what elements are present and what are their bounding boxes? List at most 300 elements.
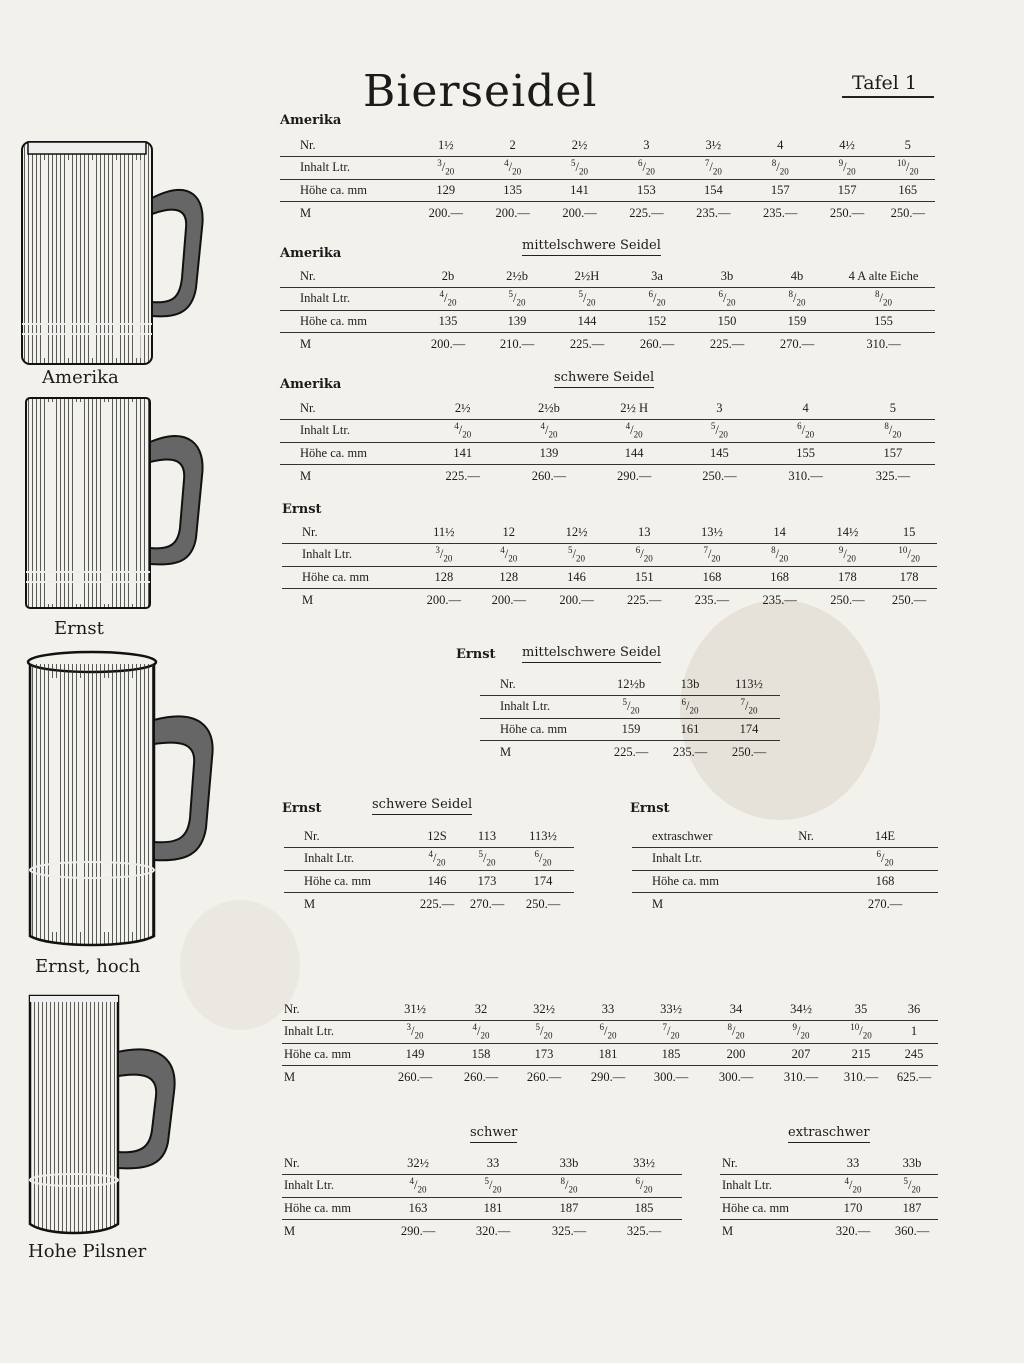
table-cell: 4 A alte Eiche — [848, 268, 919, 283]
table-cell: 260.— — [639, 336, 675, 351]
table-cell: 181 — [598, 1046, 618, 1061]
hohe-pilsner-label: Hohe Pilsner — [28, 1241, 147, 1262]
table-row — [282, 544, 937, 567]
amerika-mug-illustration — [16, 138, 216, 373]
row-label: Inhalt Ltr. — [500, 699, 550, 714]
table-cell: 187 — [902, 1200, 922, 1215]
section-caption: mittelschwere Seidel — [522, 238, 661, 256]
table-cell — [780, 848, 832, 871]
row-label: Inhalt Ltr. — [284, 1178, 334, 1193]
section-label: Amerika — [280, 377, 342, 392]
table-cell: 113½ — [529, 828, 557, 843]
table-cell: 235.— — [696, 205, 731, 220]
table-cell: 157 — [770, 182, 790, 197]
table-cell: 170 — [843, 1200, 863, 1215]
table-row — [284, 848, 574, 871]
table-cell — [780, 893, 832, 916]
table-cell: 200.— — [428, 205, 463, 220]
table-cell: 320.— — [835, 1223, 871, 1238]
table-cell: 159 — [787, 313, 807, 328]
table-cell: 150 — [717, 313, 737, 328]
table-cell: 185 — [661, 1046, 681, 1061]
row-label: Nr. — [300, 137, 316, 152]
table-cell: $^5/_{20}$ — [903, 1176, 921, 1196]
plate-number: Tafel 1 — [852, 72, 918, 94]
table-cell: 3 — [643, 137, 650, 152]
table-cell: 325.— — [551, 1223, 587, 1238]
table-cell: $^6/_{20}$ — [635, 545, 653, 565]
table-cell: 157 — [837, 182, 857, 197]
table-cell: 3½ — [705, 137, 722, 152]
table-cell: $^8/_{20}$ — [884, 421, 902, 441]
row-label: Inhalt Ltr. — [722, 1178, 772, 1193]
table-cell: 225.— — [419, 896, 455, 911]
row-label: Nr. — [500, 676, 516, 691]
table-cell: 154 — [703, 182, 723, 197]
table-cell: 260.— — [463, 1069, 499, 1084]
table-row — [282, 1043, 938, 1066]
table-cell: 2½b — [506, 268, 528, 283]
table-cell: 113½ — [735, 676, 763, 691]
table-cell: 4½ — [839, 137, 855, 152]
row-label: M — [722, 1223, 734, 1238]
section-caption: extraschwer — [652, 828, 713, 843]
row-label: Höhe ca. mm — [500, 721, 567, 736]
table-cell: $^{10}/_{20}$ — [897, 158, 919, 178]
row-label: Höhe ca. mm — [300, 445, 367, 460]
table-row — [282, 566, 937, 589]
table-cell: 625.— — [896, 1069, 932, 1084]
table-cell: 200.— — [495, 205, 530, 220]
table-cell: 135 — [503, 182, 523, 197]
table-cell: 200.— — [491, 592, 526, 607]
row-label: M — [300, 468, 312, 483]
table-row — [280, 265, 935, 288]
table-cell: 187 — [559, 1200, 579, 1215]
table-cell: 11½ — [433, 524, 455, 539]
table-cell: 113 — [477, 828, 497, 843]
plate-underline — [842, 96, 934, 98]
table-cell: $^7/_{20}$ — [740, 697, 758, 717]
table-cell: $^4/_{20}$ — [454, 421, 472, 441]
spec-table — [480, 673, 780, 763]
table-cell: 5 — [904, 137, 911, 152]
table-cell: 168 — [875, 873, 895, 888]
table-cell: $^6/_{20}$ — [648, 289, 666, 309]
table-cell: 300.— — [653, 1069, 689, 1084]
table-cell: $^6/_{20}$ — [718, 289, 736, 309]
table-cell: 310.— — [843, 1069, 879, 1084]
table-cell: 149 — [405, 1046, 425, 1061]
row-label: M — [652, 896, 664, 911]
section-label: Amerika — [280, 246, 342, 261]
table-cell: 155 — [796, 445, 815, 460]
table-cell: 235.— — [694, 592, 730, 607]
table-cell: 2 — [509, 137, 516, 152]
table-cell: 128 — [499, 569, 519, 584]
table-cell: 14½ — [836, 524, 859, 539]
row-label: Inhalt Ltr. — [284, 1024, 334, 1039]
table-cell: Nr. — [798, 828, 814, 843]
row-label: Nr. — [300, 268, 316, 283]
table-cell: $^6/_{20}$ — [876, 849, 894, 869]
table-cell: 2½ H — [620, 400, 649, 415]
table-row — [720, 1152, 938, 1175]
row-label: Höhe ca. mm — [284, 1046, 351, 1061]
table-cell: 235.— — [763, 205, 798, 220]
table-cell: 2½ — [454, 400, 471, 415]
table-cell: $^6/_{20}$ — [599, 1022, 617, 1042]
table-cell: 33 — [846, 1155, 860, 1170]
table-cell: $^3/_{20}$ — [435, 545, 453, 565]
row-label: Nr. — [302, 524, 318, 539]
table-cell: 173 — [534, 1046, 554, 1061]
table-cell: 200.— — [430, 336, 466, 351]
table-cell: 290.— — [590, 1069, 626, 1084]
row-label: Nr. — [300, 400, 316, 415]
table-cell: 250.— — [829, 205, 865, 220]
table-cell: 2½H — [574, 268, 600, 283]
table-cell: $^9/_{20}$ — [838, 158, 856, 178]
row-label: Inhalt Ltr. — [304, 851, 354, 866]
table-cell: $^5/_{20}$ — [535, 1022, 553, 1042]
ernst-hoch-mug-illustration — [20, 648, 216, 952]
row-label: M — [284, 1069, 296, 1084]
spec-table — [280, 134, 935, 224]
row-label: Höhe ca. mm — [302, 569, 369, 584]
table-cell: $^5/_{20}$ — [622, 697, 640, 717]
table-cell: 13½ — [701, 524, 723, 539]
table-cell: 31½ — [404, 1001, 426, 1016]
table-cell: 33 — [601, 1001, 615, 1016]
table-cell: 225.— — [629, 205, 664, 220]
row-label: Inhalt Ltr. — [300, 291, 350, 306]
table-row — [282, 998, 938, 1021]
table-row — [720, 1175, 938, 1198]
table-cell: 13 — [637, 524, 651, 539]
table-cell: $^6/_{20}$ — [637, 158, 655, 178]
table-cell: 225.— — [613, 744, 649, 759]
row-label: Nr. — [304, 828, 320, 843]
table-cell: 178 — [838, 569, 857, 584]
table-cell: $^4/_{20}$ — [844, 1176, 862, 1196]
table-row — [280, 179, 935, 202]
row-label: Nr. — [722, 1155, 738, 1170]
table-cell: $^3/_{20}$ — [437, 158, 455, 178]
table-cell: 33 — [486, 1155, 500, 1170]
table-cell: 4b — [790, 268, 804, 283]
table-row — [280, 420, 935, 443]
table-cell: 128 — [434, 569, 454, 584]
table-row — [632, 870, 938, 893]
table-cell: 168 — [770, 569, 790, 584]
table-row — [282, 1197, 682, 1220]
table-cell: 13b — [680, 676, 700, 691]
table-cell: $^4/_{20}$ — [540, 421, 558, 441]
table-cell: $^5/_{20}$ — [478, 849, 496, 869]
table-row — [280, 465, 935, 488]
table-cell: 181 — [483, 1200, 503, 1215]
row-label: Höhe ca. mm — [300, 182, 367, 197]
table-row — [282, 521, 937, 544]
row-label: M — [300, 336, 312, 351]
table-cell: 210.— — [499, 336, 535, 351]
table-cell: 260.— — [531, 468, 567, 483]
table-cell: 270.— — [469, 896, 505, 911]
row-label: Nr. — [284, 1001, 300, 1016]
table-row — [720, 1197, 938, 1220]
table-cell: $^6/_{20}$ — [635, 1176, 653, 1196]
table-cell: $^4/_{20}$ — [500, 545, 518, 565]
table-row — [280, 202, 935, 225]
table-cell: $^6/_{20}$ — [797, 421, 815, 441]
table-cell: 2b — [441, 268, 455, 283]
section-caption: schwere Seidel — [372, 797, 472, 815]
table-cell: 146 — [427, 873, 447, 888]
row-label: Inhalt Ltr. — [300, 160, 350, 175]
table-cell: 32½ — [407, 1155, 429, 1170]
row-label: Nr. — [284, 1155, 300, 1170]
ernst-label: Ernst — [54, 618, 104, 639]
table-cell: 290.— — [616, 468, 652, 483]
table-cell: 4 — [777, 137, 784, 152]
table-cell: 215 — [851, 1046, 871, 1061]
table-cell: 33½ — [633, 1155, 655, 1170]
section-label: Ernst — [282, 502, 322, 517]
table-row — [282, 1152, 682, 1175]
table-row — [282, 589, 937, 612]
table-cell: 200 — [726, 1046, 746, 1061]
row-label: Inhalt Ltr. — [300, 423, 350, 438]
table-cell — [780, 870, 832, 893]
table-cell: 135 — [438, 313, 458, 328]
table-cell: $^4/_{20}$ — [409, 1176, 427, 1196]
table-cell: $^4/_{20}$ — [504, 158, 522, 178]
table-cell: 260.— — [397, 1069, 433, 1084]
spec-table — [284, 825, 574, 915]
table-cell: 225.— — [627, 592, 662, 607]
table-cell: $^8/_{20}$ — [771, 545, 789, 565]
table-cell: $^7/_{20}$ — [704, 158, 722, 178]
table-cell: 5 — [889, 400, 897, 415]
table-row — [284, 825, 574, 848]
page-title: Bierseidel — [363, 66, 598, 117]
table-row — [280, 288, 935, 311]
table-cell: 225.— — [445, 468, 480, 483]
table-row — [282, 1021, 938, 1044]
table-row — [480, 741, 780, 764]
table-cell: 1½ — [437, 137, 454, 152]
table-row — [632, 848, 938, 871]
table-cell: $^8/_{20}$ — [771, 158, 789, 178]
row-label: Inhalt Ltr. — [302, 547, 352, 562]
table-cell: 33b — [559, 1155, 579, 1170]
table-cell: $^5/_{20}$ — [568, 545, 585, 565]
table-row — [280, 157, 935, 180]
row-label: M — [284, 1223, 296, 1238]
table-cell: 12S — [427, 828, 447, 843]
table-cell: 174 — [533, 873, 553, 888]
table-cell: 165 — [898, 182, 918, 197]
table-cell: $^4/_{20}$ — [428, 849, 446, 869]
table-cell: 32½ — [533, 1001, 555, 1016]
table-cell: $^5/_{20}$ — [578, 289, 596, 309]
table-cell: 310.— — [783, 1069, 819, 1084]
table-cell: 35 — [854, 1001, 868, 1016]
table-cell: 168 — [702, 569, 722, 584]
table-row — [480, 673, 780, 696]
table-cell: 144 — [577, 313, 597, 328]
table-cell: 245 — [904, 1046, 924, 1061]
table-row — [280, 310, 935, 333]
row-label: M — [302, 592, 314, 607]
spec-table — [720, 1152, 938, 1242]
table-cell: 3a — [651, 268, 663, 283]
table-cell: 129 — [436, 182, 456, 197]
table-cell: 200.— — [426, 592, 462, 607]
table-cell: 161 — [680, 721, 700, 736]
row-label: Höhe ca. mm — [284, 1200, 351, 1215]
table-row — [280, 442, 935, 465]
table-cell: 3 — [716, 400, 723, 415]
table-cell: 250.— — [830, 592, 865, 607]
table-cell: 15 — [902, 524, 916, 539]
table-cell: $^8/_{20}$ — [875, 289, 892, 309]
table-row — [280, 134, 935, 157]
section-caption: schwer — [470, 1125, 517, 1143]
row-label: M — [304, 896, 316, 911]
table-cell: 12½ — [565, 524, 588, 539]
table-cell: 235.— — [762, 592, 797, 607]
hohe-pilsner-mug-illustration — [22, 992, 182, 1240]
table-cell: $^6/_{20}$ — [534, 849, 552, 869]
table-cell: $^3/_{20}$ — [406, 1022, 424, 1042]
table-row — [480, 696, 780, 719]
row-label: Höhe ca. mm — [304, 873, 371, 888]
spec-table — [280, 397, 935, 487]
table-row — [284, 893, 574, 916]
table-cell: 200.— — [559, 592, 594, 607]
table-cell: 12 — [502, 524, 516, 539]
table-cell: $^9/_{20}$ — [838, 545, 856, 565]
table-cell: 141 — [453, 445, 473, 460]
table-row — [282, 1220, 682, 1243]
amerika-label: Amerika — [42, 367, 119, 388]
table-cell: 34½ — [790, 1001, 812, 1016]
table-cell: $^8/_{20}$ — [788, 289, 806, 309]
table-cell: $^7/_{20}$ — [703, 545, 721, 565]
table-cell: 250.— — [525, 896, 561, 911]
table-cell: 33b — [902, 1155, 922, 1170]
table-cell: $^{10}/_{20}$ — [898, 545, 920, 565]
table-cell: $^6/_{20}$ — [681, 697, 699, 717]
table-row — [280, 397, 935, 420]
table-cell: 158 — [471, 1046, 491, 1061]
table-cell: 300.— — [718, 1069, 754, 1084]
table-cell: 2½b — [538, 400, 560, 415]
table-cell: 12½b — [616, 676, 646, 691]
table-cell: 153 — [637, 182, 656, 197]
table-cell: $^7/_{20}$ — [662, 1022, 680, 1042]
table-cell: $^5/_{20}$ — [484, 1176, 502, 1196]
section-label: Amerika — [280, 113, 342, 128]
table-cell: 250.— — [891, 592, 927, 607]
table-row — [282, 1175, 682, 1198]
table-cell: 325.— — [626, 1223, 662, 1238]
table-cell: 139 — [539, 445, 559, 460]
table-cell: 270.— — [867, 896, 903, 911]
table-cell: 36 — [907, 1001, 921, 1016]
table-row — [280, 333, 935, 356]
table-cell: 1 — [910, 1024, 918, 1039]
spec-table — [632, 825, 938, 915]
section-label: Ernst — [630, 801, 670, 816]
table-cell: 34 — [729, 1001, 743, 1016]
table-cell: 146 — [567, 569, 586, 584]
row-label: M — [500, 744, 512, 759]
table-cell: $^8/_{20}$ — [560, 1176, 578, 1196]
table-cell: 139 — [507, 313, 527, 328]
table-cell: 141 — [570, 182, 589, 197]
table-cell: 310.— — [866, 336, 901, 351]
table-cell: 144 — [624, 445, 644, 460]
table-cell: 159 — [621, 721, 641, 736]
table-cell: $^8/_{20}$ — [727, 1022, 745, 1042]
table-cell: $^4/_{20}$ — [625, 421, 643, 441]
table-cell: 173 — [477, 873, 497, 888]
table-cell: 250.— — [890, 205, 925, 220]
table-cell: 14E — [874, 828, 896, 843]
ernst-mug-illustration — [20, 396, 210, 612]
section-label: Ernst — [282, 801, 322, 816]
table-cell: 235.— — [672, 744, 708, 759]
table-cell: 200.— — [562, 205, 597, 220]
table-cell: 225.— — [569, 336, 605, 351]
table-cell: 145 — [710, 445, 729, 460]
row-label: Höhe ca. mm — [652, 873, 719, 888]
table-cell: $^5/_{20}$ — [571, 158, 589, 178]
section-caption: schwere Seidel — [554, 370, 654, 388]
table-cell: 157 — [883, 445, 903, 460]
table-cell: 4 — [802, 400, 809, 415]
table-cell: $^5/_{20}$ — [710, 421, 728, 441]
table-row — [480, 718, 780, 741]
table-cell: 163 — [408, 1200, 428, 1215]
row-label: Höhe ca. mm — [722, 1200, 789, 1215]
table-row — [632, 893, 938, 916]
table-cell: 310.— — [788, 468, 823, 483]
table-cell: 225.— — [709, 336, 745, 351]
table-row — [632, 825, 938, 848]
spec-table — [282, 521, 937, 611]
table-cell: $^4/_{20}$ — [439, 289, 457, 309]
table-cell: 178 — [899, 569, 919, 584]
section-caption: extraschwer — [788, 1125, 870, 1143]
table-row — [720, 1220, 938, 1243]
spec-table — [282, 1152, 682, 1242]
table-row — [284, 870, 574, 893]
spec-table — [280, 265, 935, 355]
section-caption: mittelschwere Seidel — [522, 645, 661, 663]
table-cell: 33½ — [660, 1001, 682, 1016]
row-label: Höhe ca. mm — [300, 313, 367, 328]
table-cell: 250.— — [702, 468, 737, 483]
table-cell: 185 — [634, 1200, 654, 1215]
table-cell: 3b — [720, 268, 734, 283]
table-cell: 325.— — [875, 468, 911, 483]
row-label: M — [300, 205, 312, 220]
table-cell: 207 — [791, 1046, 811, 1061]
